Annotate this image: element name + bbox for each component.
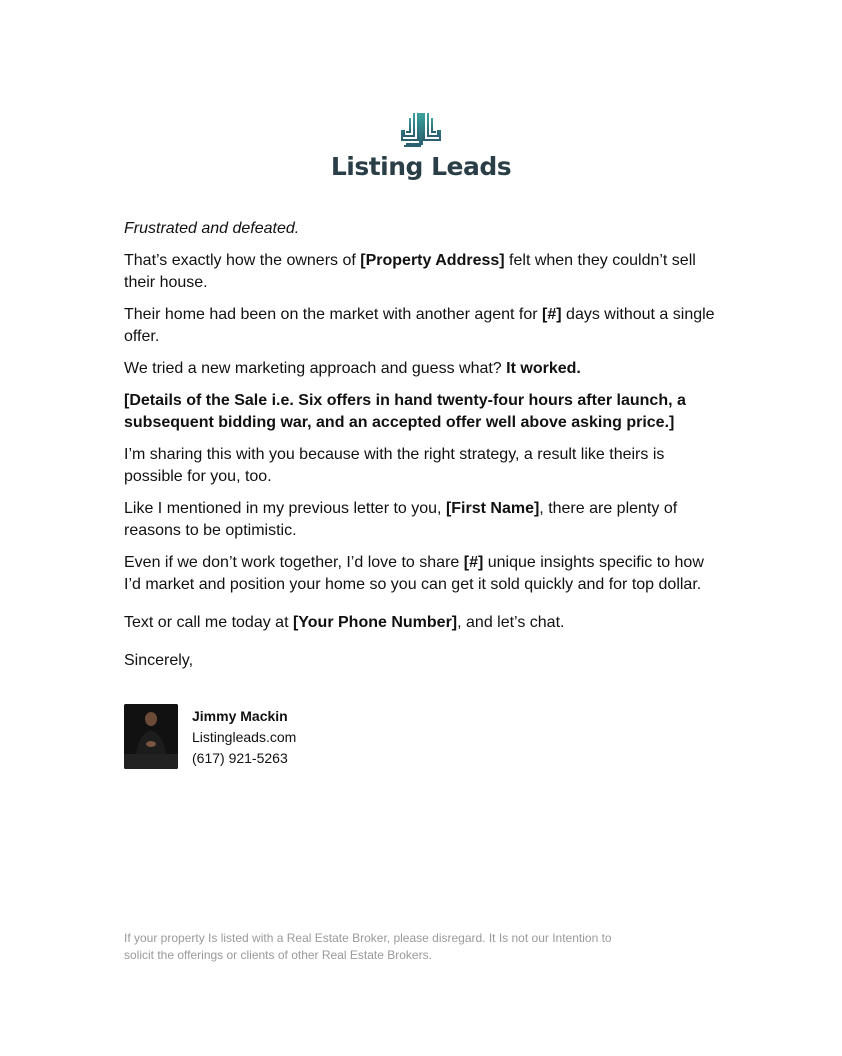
letter-paragraph	[124, 218, 724, 240]
letter-paragraph	[124, 358, 724, 380]
text-span: unique insights specific to how I’d market and position your home so you can get it sold quickly and for top dollar.	[124, 554, 704, 593]
closing: Sincerely,	[124, 652, 194, 669]
text-span: days without a single offer.	[124, 306, 715, 345]
opening-line: Frustrated and defeated.	[124, 220, 300, 237]
placeholder-sale-details: [Details of the Sale i.e. Six offers in hand twenty-four hours after launch, a subsequent bidding war, and an accepted offer well above asking price.]	[124, 392, 686, 431]
letter-paragraph	[124, 390, 724, 434]
letter-paragraph	[124, 250, 724, 294]
text-span: Even if we don’t work together, I’d love to share	[124, 554, 464, 571]
text-span: felt when they couldn’t sell their house.	[124, 252, 696, 291]
avatar	[124, 704, 178, 769]
text-span: Their home had been on the market with another agent for	[124, 306, 543, 323]
text-span: , and let’s chat.	[457, 614, 565, 631]
text-span: We tried a new marketing approach and guess what?	[124, 360, 507, 377]
placeholder-insights-count: [#]	[463, 554, 484, 571]
letter-paragraph	[124, 498, 724, 542]
text-span: That’s exactly how the owners of	[124, 252, 361, 269]
building-pillars-icon	[401, 112, 441, 148]
disclaimer: If your property Is listed with a Real Estate Broker, please disregard. It Is not our Intention to solicit the offerings or clients of other Real Estate Brokers.	[124, 931, 612, 962]
placeholder-phone-number: [Your Phone Number]	[292, 614, 458, 631]
letter-paragraph	[124, 552, 724, 596]
emphasis-it-worked: It worked.	[506, 360, 581, 377]
text-span: , there are plenty of reasons to be optimistic.	[124, 500, 678, 539]
placeholder-property-address: [Property Address]	[360, 252, 505, 269]
letter-paragraph	[124, 612, 724, 634]
placeholder-first-name: [First Name]	[445, 500, 540, 517]
signer-phone: (617) 921-5263	[192, 750, 288, 766]
letter-paragraph: I’m sharing this with you because with the right strategy, a result like theirs is possible for you, too.	[124, 446, 665, 485]
logo	[0, 112, 842, 181]
letter-body	[124, 218, 724, 672]
letter-paragraph	[124, 304, 724, 348]
person-photo-icon	[124, 704, 178, 769]
signer-name: Jimmy Mackin	[192, 708, 288, 724]
text-span: Like I mentioned in my previous letter to you,	[124, 500, 446, 517]
signer-website: Listingleads.com	[192, 729, 297, 745]
logo-text: Listing Leads	[330, 152, 512, 181]
text-span: Text or call me today at	[124, 614, 293, 631]
placeholder-days: [#]	[542, 306, 562, 323]
